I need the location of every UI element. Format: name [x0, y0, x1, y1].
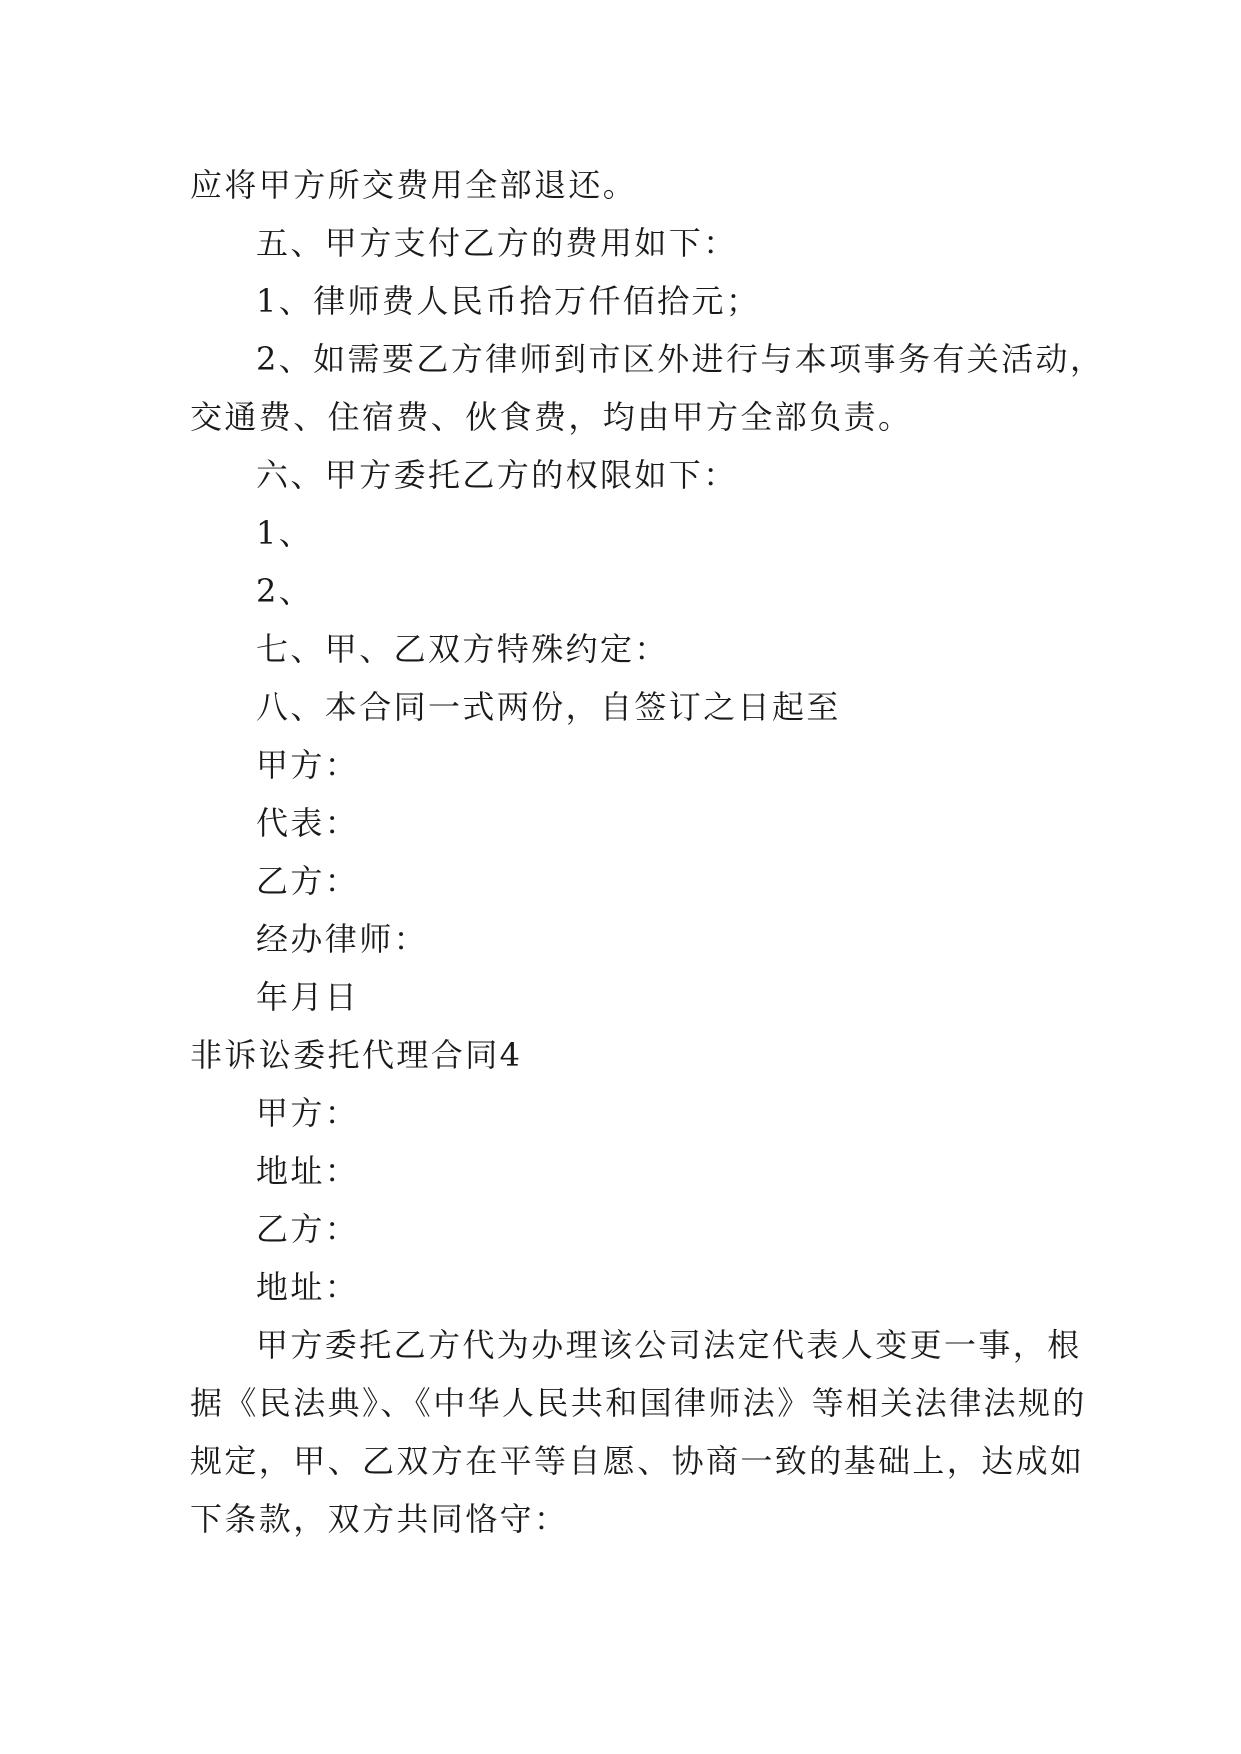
date-field: 年月日 [256, 978, 360, 1016]
section-heading: 五、甲方支付乙方的费用如下： [256, 224, 738, 262]
paragraph-line: 应将甲方所交费用全部退还。 [190, 166, 638, 204]
paragraph-line: 甲方委托乙方代为办理该公司法定代表人变更一事，根 [256, 1326, 1082, 1364]
list-item: 1、 [256, 514, 314, 552]
signature-field-party-b: 乙方： [256, 862, 360, 900]
signature-field-party-a: 甲方： [256, 746, 360, 784]
paragraph-line: 据《民法典》、《中华人民共和国律师法》等相关法律法规的 [190, 1384, 1087, 1422]
address-field: 地址： [256, 1152, 360, 1190]
signature-field-lawyer: 经办律师： [256, 920, 429, 958]
party-b-field: 乙方： [256, 1210, 360, 1248]
party-a-field: 甲方： [256, 1094, 360, 1132]
paragraph-line: 交通费、住宿费、伙食费，均由甲方全部负责。 [190, 398, 913, 436]
section-heading: 六、甲方委托乙方的权限如下： [256, 456, 738, 494]
address-field: 地址： [256, 1268, 360, 1306]
section-heading: 八、本合同一式两份，自签订之日起至 [256, 688, 841, 726]
list-item: 1、律师费人民币拾万仟佰拾元； [256, 282, 761, 320]
document-title: 非诉讼委托代理合同4 [190, 1036, 523, 1074]
list-item: 2、如需要乙方律师到市区外进行与本项事务有关活动， [256, 340, 1105, 378]
signature-field-representative: 代表： [256, 804, 360, 842]
paragraph-line: 下条款，双方共同恪守： [190, 1500, 569, 1538]
section-heading: 七、甲、乙双方特殊约定： [256, 630, 669, 668]
paragraph-line: 规定，甲、乙双方在平等自愿、协商一致的基础上，达成如 [190, 1442, 1085, 1480]
list-item: 2、 [256, 572, 314, 610]
